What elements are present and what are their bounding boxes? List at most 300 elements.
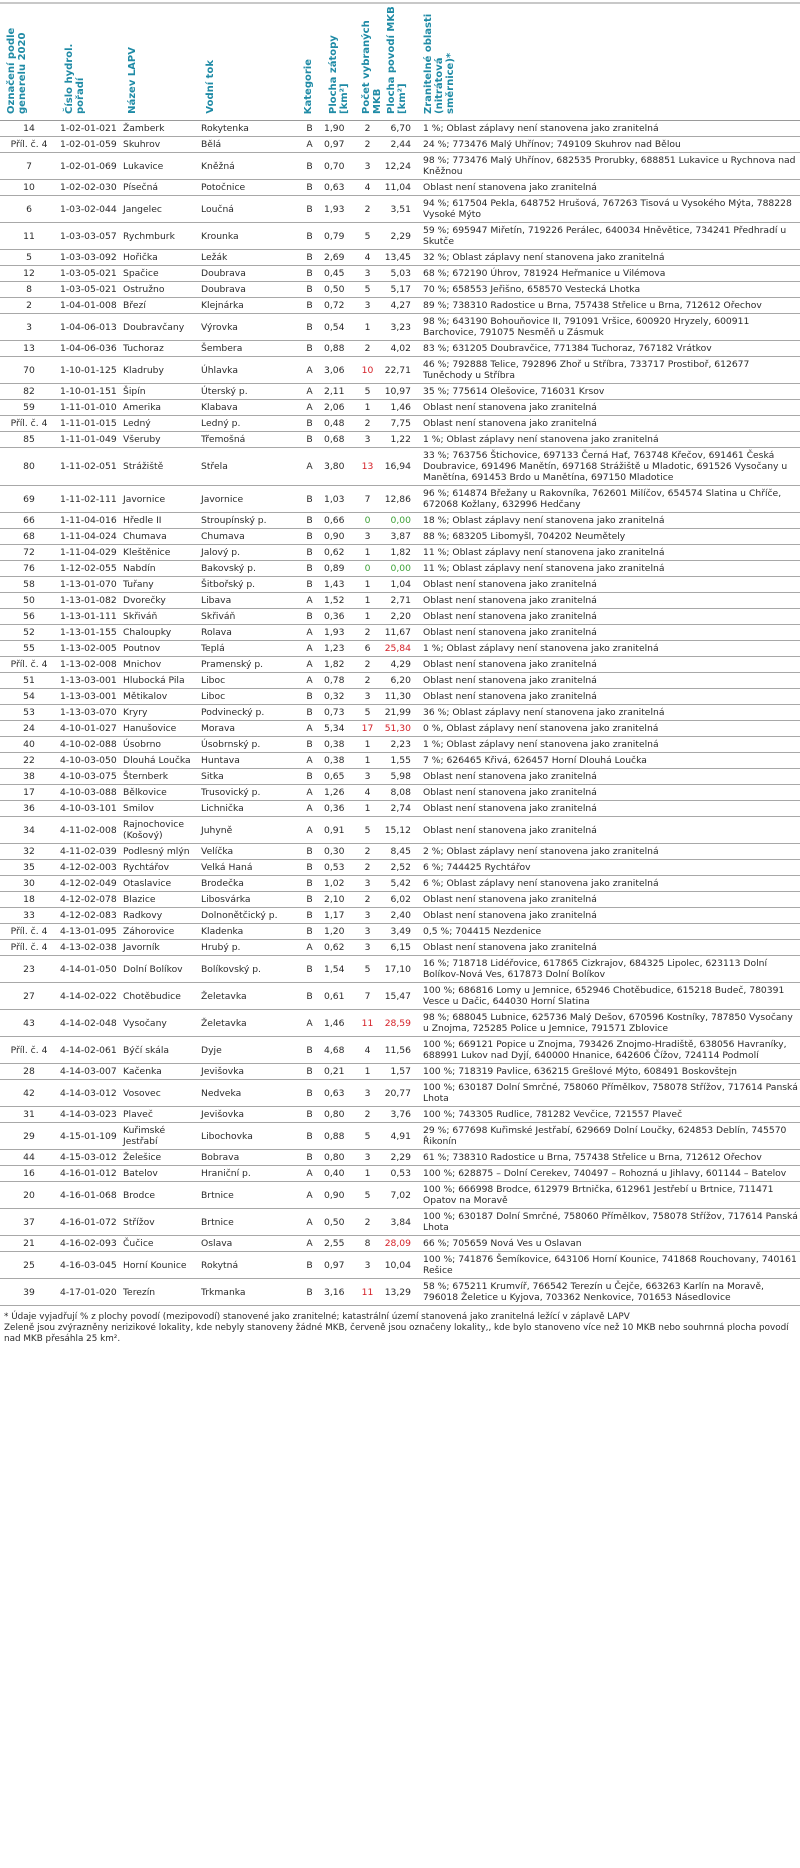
cell-vulnerable-zones: Oblast není stanovena jako zranitelná [417, 416, 800, 432]
cell-river: Brtnice [199, 1182, 297, 1209]
cell-hydro-number: 1-11-02-111 [58, 486, 121, 513]
cell-river: Jevišovka [199, 1064, 297, 1080]
cell-flood-area: 0,89 [322, 561, 355, 577]
cell-designation: 16 [0, 1166, 58, 1182]
cell-hydro-number: 4-10-03-050 [58, 753, 121, 769]
cell-vulnerable-zones: 0,5 %; 704415 Nezdenice [417, 924, 800, 940]
table-row [0, 137, 800, 153]
cell-mkb-basin-area: 3,23 [380, 314, 417, 341]
cell-hydro-number: 1-13-03-070 [58, 705, 121, 721]
cell-hydro-number: 1-03-03-057 [58, 223, 121, 250]
footnote-line-1: * Údaje vyjadřují % z plochy povodí (mezipovodí) stanovené jako zranitelné; katastrální území stanovená jako zranitelná ležící v záplavě LAPV [4, 1312, 630, 1322]
table-row [0, 1209, 800, 1236]
cell-hydro-number: 4-10-03-075 [58, 769, 121, 785]
cell-category: B [297, 956, 322, 983]
table-row [0, 384, 800, 400]
lapv-table [0, 4, 800, 1306]
cell-category: A [297, 1010, 322, 1037]
col-header-river: Vodní tok [199, 4, 297, 121]
table-row [0, 609, 800, 625]
cell-hydro-number: 1-13-03-001 [58, 673, 121, 689]
cell-mkb-basin-area: 2,71 [380, 593, 417, 609]
cell-hydro-number: 1-12-02-055 [58, 561, 121, 577]
table-row [0, 486, 800, 513]
cell-category: B [297, 1123, 322, 1150]
cell-flood-area: 1,26 [322, 785, 355, 801]
cell-flood-area: 0,53 [322, 860, 355, 876]
cell-lapv-name: Lukavice [121, 153, 199, 180]
cell-mkb-count: 3 [355, 1080, 380, 1107]
table-row [0, 1080, 800, 1107]
table-row [0, 121, 800, 137]
cell-mkb-basin-area: 7,02 [380, 1182, 417, 1209]
cell-hydro-number: 1-10-01-125 [58, 357, 121, 384]
cell-mkb-basin-area: 5,17 [380, 282, 417, 298]
cell-designation: 80 [0, 448, 58, 486]
cell-designation: 82 [0, 384, 58, 400]
cell-designation: 6 [0, 196, 58, 223]
cell-designation: 58 [0, 577, 58, 593]
table-row [0, 282, 800, 298]
cell-river: Dyje [199, 1037, 297, 1064]
cell-mkb-count: 17 [355, 721, 380, 737]
cell-flood-area: 2,10 [322, 892, 355, 908]
cell-mkb-count: 3 [355, 769, 380, 785]
cell-hydro-number: 4-16-01-072 [58, 1209, 121, 1236]
table-row [0, 180, 800, 196]
cell-hydro-number: 4-16-01-012 [58, 1166, 121, 1182]
cell-lapv-name: Kleštěnice [121, 545, 199, 561]
cell-lapv-name: Mnichov [121, 657, 199, 673]
cell-category: B [297, 892, 322, 908]
cell-designation: 7 [0, 153, 58, 180]
cell-designation: 40 [0, 737, 58, 753]
cell-river: Oslava [199, 1236, 297, 1252]
col-header-mkb-basin-area: Plocha povodí MKB [km²] [380, 4, 417, 121]
cell-vulnerable-zones: 35 %; 775614 Olešovice, 716031 Krsov [417, 384, 800, 400]
cell-river: Hrubý p. [199, 940, 297, 956]
cell-hydro-number: 4-16-03-045 [58, 1252, 121, 1279]
cell-flood-area: 0,40 [322, 1166, 355, 1182]
cell-mkb-count: 3 [355, 876, 380, 892]
cell-lapv-name: Záhorovice [121, 924, 199, 940]
cell-river: Želetavka [199, 1010, 297, 1037]
cell-lapv-name: Spačice [121, 266, 199, 282]
cell-designation: 66 [0, 513, 58, 529]
cell-hydro-number: 4-14-02-022 [58, 983, 121, 1010]
cell-mkb-count: 4 [355, 1037, 380, 1064]
cell-mkb-basin-area: 28,59 [380, 1010, 417, 1037]
cell-vulnerable-zones: 100 %; 741876 Šemíkovice, 643106 Horní Kounice, 741868 Rouchovany, 740161 Rešice [417, 1252, 800, 1279]
col-header-designation: Označení podle generelu 2020 [0, 4, 58, 121]
cell-mkb-count: 4 [355, 250, 380, 266]
cell-lapv-name: Žamberk [121, 121, 199, 137]
cell-mkb-count: 2 [355, 416, 380, 432]
cell-category: B [297, 876, 322, 892]
cell-flood-area: 1,43 [322, 577, 355, 593]
cell-vulnerable-zones: Oblast není stanovena jako zranitelná [417, 593, 800, 609]
cell-flood-area: 1,46 [322, 1010, 355, 1037]
cell-river: Hraniční p. [199, 1166, 297, 1182]
cell-mkb-basin-area: 22,71 [380, 357, 417, 384]
cell-hydro-number: 1-13-01-155 [58, 625, 121, 641]
cell-lapv-name: Ledný [121, 416, 199, 432]
cell-mkb-count: 3 [355, 940, 380, 956]
table-row [0, 860, 800, 876]
table-row [0, 908, 800, 924]
cell-mkb-count: 0 [355, 513, 380, 529]
cell-flood-area: 0,66 [322, 513, 355, 529]
cell-vulnerable-zones: Oblast není stanovena jako zranitelná [417, 940, 800, 956]
cell-mkb-count: 3 [355, 432, 380, 448]
cell-flood-area: 1,20 [322, 924, 355, 940]
cell-flood-area: 0,97 [322, 137, 355, 153]
cell-hydro-number: 4-12-02-049 [58, 876, 121, 892]
cell-mkb-basin-area: 51,30 [380, 721, 417, 737]
cell-river: Chumava [199, 529, 297, 545]
cell-vulnerable-zones: 66 %; 705659 Nová Ves u Oslavan [417, 1236, 800, 1252]
cell-mkb-count: 7 [355, 983, 380, 1010]
cell-designation: 2 [0, 298, 58, 314]
cell-category: B [297, 1252, 322, 1279]
cell-mkb-count: 5 [355, 223, 380, 250]
table-row [0, 1182, 800, 1209]
cell-river: Juhyně [199, 817, 297, 844]
cell-river: Doubrava [199, 266, 297, 282]
cell-mkb-count: 1 [355, 753, 380, 769]
cell-mkb-count: 1 [355, 737, 380, 753]
cell-lapv-name: Střížov [121, 1209, 199, 1236]
cell-river: Morava [199, 721, 297, 737]
cell-category: A [297, 641, 322, 657]
cell-lapv-name: Písečná [121, 180, 199, 196]
cell-river: Výrovka [199, 314, 297, 341]
cell-mkb-basin-area: 4,91 [380, 1123, 417, 1150]
cell-designation: 70 [0, 357, 58, 384]
cell-flood-area: 0,38 [322, 737, 355, 753]
cell-flood-area: 1,82 [322, 657, 355, 673]
cell-lapv-name: Batelov [121, 1166, 199, 1182]
cell-hydro-number: 4-14-03-012 [58, 1080, 121, 1107]
cell-vulnerable-zones: 83 %; 631205 Doubravčice, 771384 Tuchoraz, 767182 Vrátkov [417, 341, 800, 357]
cell-river: Dolnonětčický p. [199, 908, 297, 924]
cell-flood-area: 0,30 [322, 844, 355, 860]
cell-river: Libosvárka [199, 892, 297, 908]
cell-hydro-number: 4-14-02-061 [58, 1037, 121, 1064]
cell-category: B [297, 769, 322, 785]
cell-lapv-name: Podlesný mlýn [121, 844, 199, 860]
cell-designation: 68 [0, 529, 58, 545]
cell-category: B [297, 341, 322, 357]
cell-flood-area: 0,63 [322, 1080, 355, 1107]
cell-flood-area: 1,17 [322, 908, 355, 924]
cell-designation: 39 [0, 1279, 58, 1306]
cell-vulnerable-zones: 88 %; 683205 Libomyšl, 704202 Neumětely [417, 529, 800, 545]
cell-lapv-name: Dvorečky [121, 593, 199, 609]
cell-river: Nedveka [199, 1080, 297, 1107]
cell-designation: 25 [0, 1252, 58, 1279]
cell-vulnerable-zones: 98 %; 688045 Lubnice, 625736 Malý Dešov, 670596 Kostníky, 787850 Vysočany u Znojma, 725285 Police u Jemnice, 791571 Zblovice [417, 1010, 800, 1037]
cell-lapv-name: Horní Kounice [121, 1252, 199, 1279]
table-row [0, 625, 800, 641]
cell-mkb-basin-area: 2,52 [380, 860, 417, 876]
cell-lapv-name: Rychmburk [121, 223, 199, 250]
cell-mkb-count: 1 [355, 400, 380, 416]
cell-mkb-count: 5 [355, 1123, 380, 1150]
cell-river: Kněžná [199, 153, 297, 180]
cell-flood-area: 0,50 [322, 282, 355, 298]
cell-flood-area: 0,36 [322, 609, 355, 625]
table-row [0, 1236, 800, 1252]
cell-hydro-number: 1-11-01-015 [58, 416, 121, 432]
cell-category: B [297, 432, 322, 448]
cell-category: B [297, 737, 322, 753]
cell-category: B [297, 314, 322, 341]
cell-flood-area: 0,62 [322, 940, 355, 956]
cell-mkb-basin-area: 12,24 [380, 153, 417, 180]
cell-vulnerable-zones: 98 %; 643190 Bohouňovice II, 791091 Vršice, 600920 Hryzely, 600911 Barchovice, 791075 Nesměň u Zásmuk [417, 314, 800, 341]
cell-flood-area: 0,79 [322, 223, 355, 250]
cell-lapv-name: Terezín [121, 1279, 199, 1306]
cell-mkb-basin-area: 6,02 [380, 892, 417, 908]
cell-mkb-count: 3 [355, 298, 380, 314]
cell-vulnerable-zones: 36 %; Oblast záplavy není stanovena jako zranitelná [417, 705, 800, 721]
cell-vulnerable-zones: 94 %; 617504 Pekla, 648752 Hrušová, 767263 Tisová u Vysokého Mýta, 788228 Vysoké Mýto [417, 196, 800, 223]
cell-mkb-basin-area: 6,20 [380, 673, 417, 689]
cell-designation: 28 [0, 1064, 58, 1080]
cell-vulnerable-zones: 70 %; 658553 Jeřišno, 658570 Vestecká Lhotka [417, 282, 800, 298]
table-row [0, 561, 800, 577]
cell-mkb-basin-area: 15,47 [380, 983, 417, 1010]
table-row [0, 641, 800, 657]
cell-mkb-count: 3 [355, 924, 380, 940]
cell-vulnerable-zones: 33 %; 763756 Štichovice, 697133 Černá Hať, 763748 Křečov, 691461 Česká Doubravice, 691496 Manětín, 697168 Strážiště u Mladotic, 691526 Vysočany u Manětína, 691453 Brdo u Manětína, 697150 Mladotice [417, 448, 800, 486]
cell-mkb-count: 5 [355, 705, 380, 721]
cell-river: Úhlavka [199, 357, 297, 384]
cell-vulnerable-zones: Oblast není stanovena jako zranitelná [417, 801, 800, 817]
cell-mkb-count: 1 [355, 314, 380, 341]
header-row [0, 4, 800, 121]
cell-category: A [297, 625, 322, 641]
col-header-category: Kategorie [297, 4, 322, 121]
cell-flood-area: 0,50 [322, 1209, 355, 1236]
cell-flood-area: 0,65 [322, 769, 355, 785]
cell-lapv-name: Březí [121, 298, 199, 314]
cell-hydro-number: 4-13-01-095 [58, 924, 121, 940]
cell-flood-area: 0,70 [322, 153, 355, 180]
cell-designation: 8 [0, 282, 58, 298]
cell-lapv-name: Skuhrov [121, 137, 199, 153]
cell-designation: 51 [0, 673, 58, 689]
cell-vulnerable-zones: Oblast není stanovena jako zranitelná [417, 609, 800, 625]
cell-mkb-count: 1 [355, 1166, 380, 1182]
cell-category: B [297, 983, 322, 1010]
cell-vulnerable-zones: 98 %; 773476 Malý Uhřínov, 682535 Prorubky, 688851 Lukavice u Rychnova nad Kněžnou [417, 153, 800, 180]
cell-hydro-number: 1-13-01-070 [58, 577, 121, 593]
cell-designation: 18 [0, 892, 58, 908]
cell-flood-area: 0,90 [322, 529, 355, 545]
cell-vulnerable-zones: 2 %; Oblast záplavy není stanovena jako zranitelná [417, 844, 800, 860]
table-row [0, 983, 800, 1010]
cell-mkb-count: 3 [355, 908, 380, 924]
cell-designation: 72 [0, 545, 58, 561]
cell-hydro-number: 4-11-02-008 [58, 817, 121, 844]
cell-mkb-basin-area: 11,67 [380, 625, 417, 641]
cell-category: B [297, 577, 322, 593]
cell-mkb-count: 5 [355, 817, 380, 844]
cell-vulnerable-zones: 18 %; Oblast záplavy není stanovena jako zranitelná [417, 513, 800, 529]
cell-vulnerable-zones: Oblast není stanovena jako zranitelná [417, 577, 800, 593]
cell-hydro-number: 1-11-04-016 [58, 513, 121, 529]
cell-mkb-count: 3 [355, 153, 380, 180]
cell-mkb-count: 13 [355, 448, 380, 486]
table-row [0, 844, 800, 860]
cell-hydro-number: 1-02-01-021 [58, 121, 121, 137]
cell-vulnerable-zones: Oblast není stanovena jako zranitelná [417, 689, 800, 705]
cell-flood-area: 2,55 [322, 1236, 355, 1252]
table-body [0, 121, 800, 1306]
table-row [0, 705, 800, 721]
cell-mkb-basin-area: 0,00 [380, 513, 417, 529]
cell-category: A [297, 940, 322, 956]
cell-designation: 36 [0, 801, 58, 817]
cell-flood-area: 0,38 [322, 753, 355, 769]
table-row [0, 673, 800, 689]
cell-river: Velíčka [199, 844, 297, 860]
cell-category: B [297, 609, 322, 625]
cell-vulnerable-zones: Oblast není stanovena jako zranitelná [417, 673, 800, 689]
cell-flood-area: 2,06 [322, 400, 355, 416]
cell-designation: 85 [0, 432, 58, 448]
cell-vulnerable-zones: Oblast není stanovena jako zranitelná [417, 769, 800, 785]
cell-lapv-name: Rychtářov [121, 860, 199, 876]
cell-hydro-number: 4-10-03-101 [58, 801, 121, 817]
cell-lapv-name: Kladruby [121, 357, 199, 384]
cell-mkb-count: 11 [355, 1279, 380, 1306]
cell-vulnerable-zones: 1 %; Oblast záplavy není stanovena jako zranitelná [417, 432, 800, 448]
cell-lapv-name: Býčí skála [121, 1037, 199, 1064]
cell-flood-area: 0,68 [322, 432, 355, 448]
cell-category: A [297, 448, 322, 486]
cell-category: B [297, 223, 322, 250]
cell-designation: 31 [0, 1107, 58, 1123]
cell-category: B [297, 250, 322, 266]
cell-mkb-basin-area: 2,40 [380, 908, 417, 924]
cell-flood-area: 0,63 [322, 180, 355, 196]
cell-mkb-basin-area: 1,57 [380, 1064, 417, 1080]
cell-river: Rokytná [199, 1252, 297, 1279]
cell-mkb-basin-area: 0,53 [380, 1166, 417, 1182]
cell-flood-area: 0,21 [322, 1064, 355, 1080]
table-row [0, 314, 800, 341]
cell-vulnerable-zones: 29 %; 677698 Kuřimské Jestřabí, 629669 Dolní Loučky, 624853 Deblín, 745570 Řikonín [417, 1123, 800, 1150]
table-row [0, 1064, 800, 1080]
cell-designation: Příl. č. 4 [0, 657, 58, 673]
cell-river: Teplá [199, 641, 297, 657]
cell-mkb-basin-area: 11,04 [380, 180, 417, 196]
cell-category: B [297, 416, 322, 432]
cell-mkb-count: 2 [355, 673, 380, 689]
cell-category: B [297, 153, 322, 180]
cell-category: B [297, 513, 322, 529]
cell-vulnerable-zones: 46 %; 792888 Telice, 792896 Zhoř u Stříbra, 733717 Prostiboř, 612677 Tuněchody u Stříbra [417, 357, 800, 384]
cell-mkb-count: 11 [355, 1010, 380, 1037]
cell-mkb-basin-area: 5,42 [380, 876, 417, 892]
cell-category: A [297, 593, 322, 609]
cell-lapv-name: Dolní Bolíkov [121, 956, 199, 983]
cell-mkb-count: 2 [355, 860, 380, 876]
cell-designation: 56 [0, 609, 58, 625]
cell-lapv-name: Hořička [121, 250, 199, 266]
cell-vulnerable-zones: 100 %; 686816 Lomy u Jemnice, 652946 Chotěbudice, 615218 Budeč, 780391 Vesce u Dačic, 644030 Horní Slatina [417, 983, 800, 1010]
cell-flood-area: 3,16 [322, 1279, 355, 1306]
cell-river: Loučná [199, 196, 297, 223]
cell-lapv-name: Hanušovice [121, 721, 199, 737]
cell-designation: 17 [0, 785, 58, 801]
cell-flood-area: 0,97 [322, 1252, 355, 1279]
cell-designation: 14 [0, 121, 58, 137]
cell-mkb-count: 5 [355, 384, 380, 400]
cell-mkb-count: 10 [355, 357, 380, 384]
table-row [0, 689, 800, 705]
table-row [0, 817, 800, 844]
cell-designation: Příl. č. 4 [0, 416, 58, 432]
cell-mkb-basin-area: 3,87 [380, 529, 417, 545]
cell-flood-area: 0,54 [322, 314, 355, 341]
cell-lapv-name: Jangelec [121, 196, 199, 223]
cell-mkb-basin-area: 6,15 [380, 940, 417, 956]
cell-mkb-basin-area: 0,00 [380, 561, 417, 577]
cell-mkb-count: 3 [355, 1150, 380, 1166]
cell-mkb-basin-area: 16,94 [380, 448, 417, 486]
cell-category: B [297, 196, 322, 223]
cell-hydro-number: 1-03-05-021 [58, 266, 121, 282]
cell-category: B [297, 266, 322, 282]
cell-mkb-basin-area: 15,12 [380, 817, 417, 844]
cell-lapv-name: Vosovec [121, 1080, 199, 1107]
table-row [0, 223, 800, 250]
cell-designation: 53 [0, 705, 58, 721]
cell-category: A [297, 1166, 322, 1182]
cell-vulnerable-zones: Oblast není stanovena jako zranitelná [417, 785, 800, 801]
cell-category: A [297, 1182, 322, 1209]
cell-hydro-number: 4-17-01-020 [58, 1279, 121, 1306]
cell-river: Bobrava [199, 1150, 297, 1166]
cell-designation: 76 [0, 561, 58, 577]
cell-vulnerable-zones: 59 %; 695947 Miřetín, 719226 Perálec, 640034 Hněvětice, 734241 Předhradí u Skutče [417, 223, 800, 250]
table-row [0, 1010, 800, 1037]
cell-vulnerable-zones: Oblast není stanovena jako zranitelná [417, 657, 800, 673]
cell-hydro-number: 1-04-06-036 [58, 341, 121, 357]
cell-hydro-number: 4-12-02-083 [58, 908, 121, 924]
cell-river: Střela [199, 448, 297, 486]
cell-flood-area: 1,52 [322, 593, 355, 609]
cell-category: B [297, 282, 322, 298]
cell-hydro-number: 4-10-01-027 [58, 721, 121, 737]
cell-lapv-name: Hředle II [121, 513, 199, 529]
cell-designation: 22 [0, 753, 58, 769]
cell-vulnerable-zones: 100 %; 628875 – Dolní Cerekev, 740497 – Rohozná u Jihlavy, 601144 – Batelov [417, 1166, 800, 1182]
table-row [0, 721, 800, 737]
cell-designation: 10 [0, 180, 58, 196]
cell-designation: 3 [0, 314, 58, 341]
cell-mkb-count: 1 [355, 545, 380, 561]
table-row [0, 400, 800, 416]
cell-designation: 29 [0, 1123, 58, 1150]
cell-mkb-count: 4 [355, 180, 380, 196]
cell-hydro-number: 1-11-01-049 [58, 432, 121, 448]
cell-category: B [297, 860, 322, 876]
